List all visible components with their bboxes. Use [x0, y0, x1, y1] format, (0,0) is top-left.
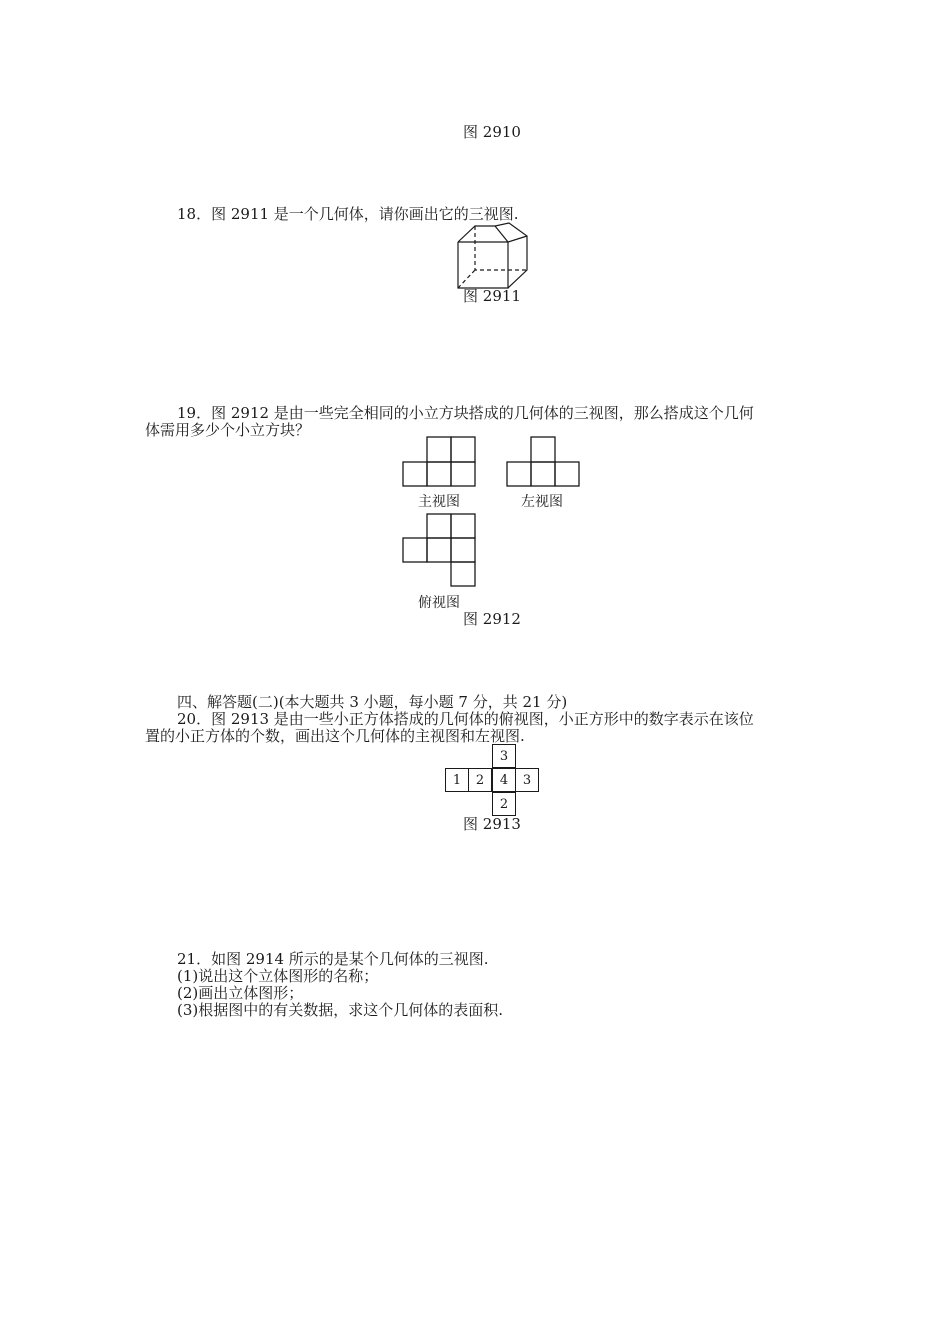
left-view-drawing	[506, 436, 582, 488]
figure-2910-caption: 图 2910	[463, 123, 521, 141]
figure-2912-caption: 图 2912	[463, 610, 521, 628]
grid-cell: 1	[445, 768, 469, 792]
figure-2913-caption: 图 2913	[463, 815, 521, 833]
grid-cell: 4	[492, 768, 516, 792]
question-21-text: 21．如图 2914 所示的是某个几何体的三视图.	[177, 950, 489, 968]
question-21-item-1: (1)说出这个立体图形的名称；	[177, 967, 379, 985]
question-21-item-3: (3)根据图中的有关数据，求这个几何体的表面积.	[177, 1001, 504, 1019]
question-20-line1: 20．图 2913 是由一些小正方体搭成的几何体的俯视图，小正方形中的数字表示在该位	[177, 710, 754, 728]
front-view-drawing	[402, 436, 478, 488]
top-view-drawing	[402, 513, 478, 589]
figure-2911-solid	[455, 222, 531, 290]
figure-2913-grid	[445, 744, 541, 816]
question-19-line1: 19．图 2912 是由一些完全相同的小立方块搭成的几何体的三视图，那么搭成这个几何	[177, 404, 754, 422]
left-view-label: 左视图	[521, 494, 563, 510]
question-18-text: 18．图 2911 是一个几何体，请你画出它的三视图.	[177, 205, 519, 223]
front-view-label: 主视图	[418, 494, 460, 510]
grid-cell: 3	[515, 768, 539, 792]
question-21-item-2: (2)画出立体图形；	[177, 984, 304, 1002]
section-4-heading: 四、解答题(二)(本大题共 3 小题，每小题 7 分，共 21 分)	[177, 693, 568, 711]
question-19-line2: 体需用多少个小立方块？	[145, 421, 311, 439]
figure-2911-caption: 图 2911	[463, 287, 521, 305]
question-20-line2: 置的小正方体的个数，画出这个几何体的主视图和左视图.	[145, 727, 525, 745]
grid-cell: 3	[492, 744, 516, 768]
grid-cell: 2	[468, 768, 492, 792]
top-view-label: 俯视图	[418, 595, 460, 611]
grid-cell: 2	[492, 792, 516, 816]
